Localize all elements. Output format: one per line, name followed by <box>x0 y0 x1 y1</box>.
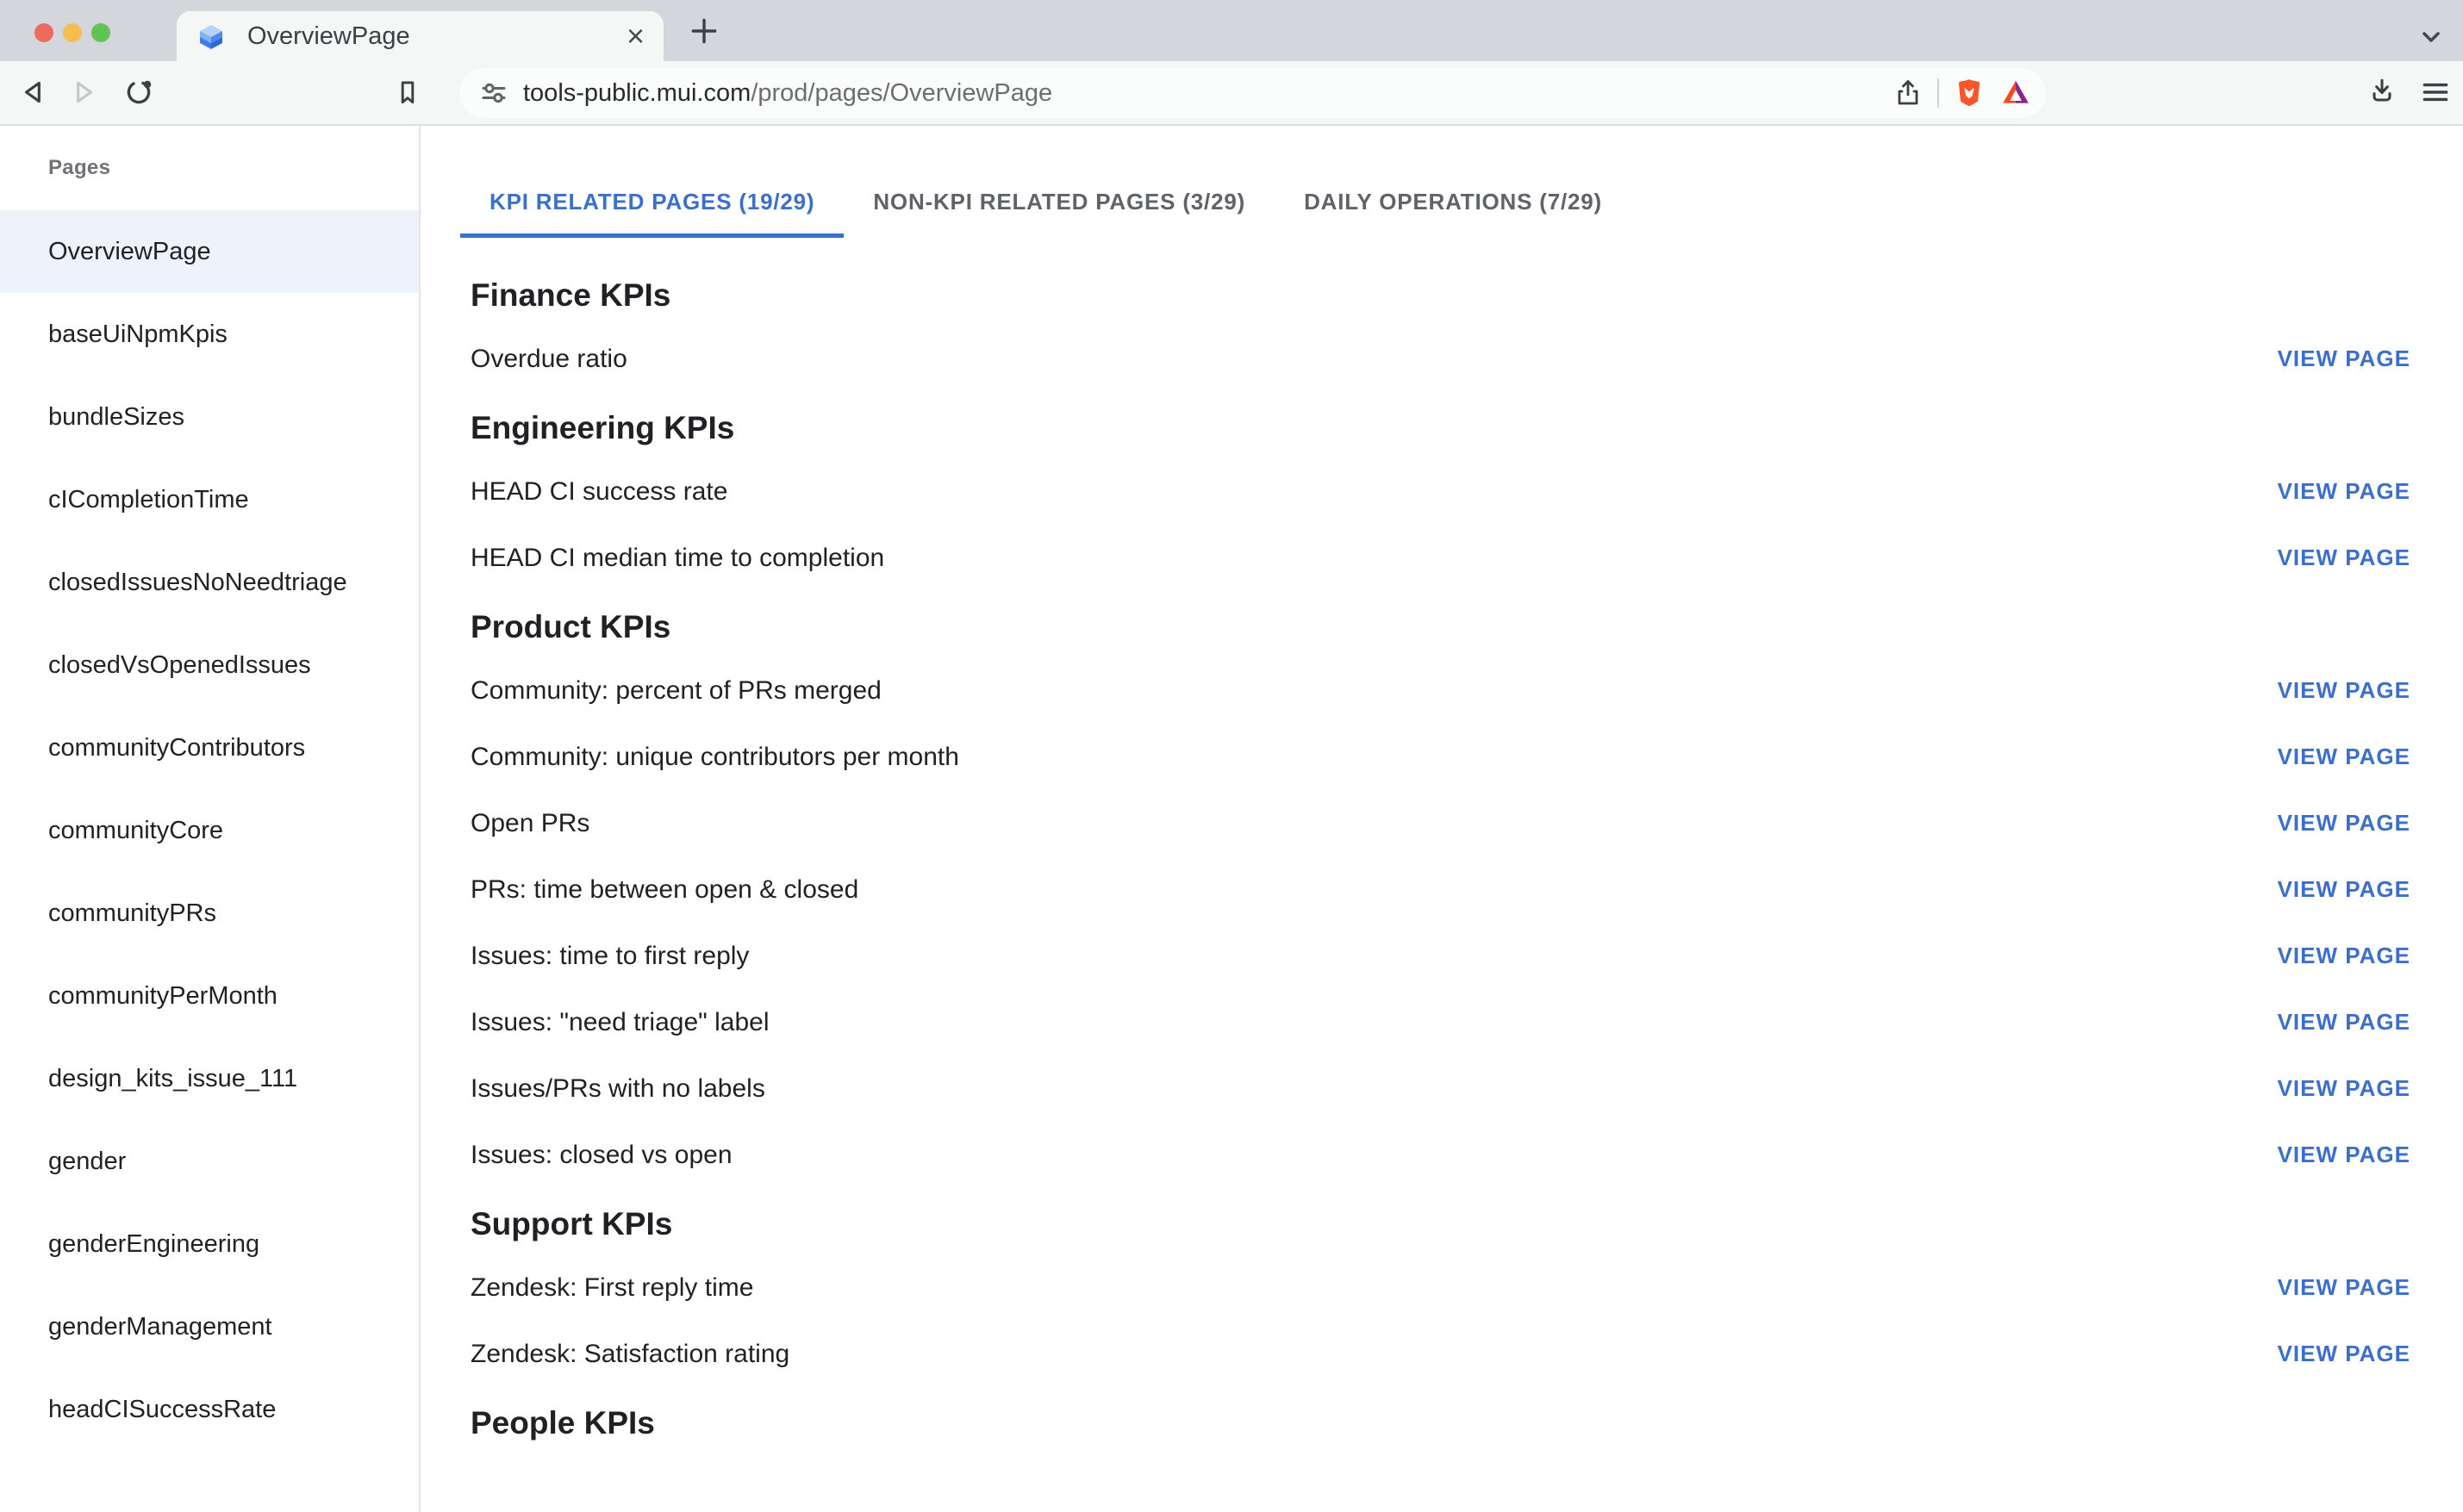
forward-icon[interactable] <box>67 76 100 109</box>
section-title-finance: Finance KPIs <box>471 277 671 313</box>
view-page-link[interactable]: VIEW PAGE <box>2277 1009 2410 1035</box>
kpi-row-label: Overdue ratio <box>471 344 627 373</box>
window-close-button[interactable] <box>34 23 53 42</box>
tab-daily-operations[interactable]: DAILY OPERATIONS (7/29) <box>1304 188 1602 215</box>
kpi-row <box>471 1122 2410 1188</box>
pages-sidebar <box>0 126 421 1512</box>
kpi-row <box>471 657 2410 724</box>
sidebar-item-gendermanagement[interactable]: genderManagement <box>48 1312 272 1341</box>
browser-tab-strip <box>0 0 2463 61</box>
mui-favicon <box>194 19 228 53</box>
kpi-row-label: Issues/PRs with no labels <box>471 1073 765 1103</box>
view-page-link[interactable]: VIEW PAGE <box>2277 744 2410 769</box>
reload-icon[interactable] <box>122 76 155 109</box>
section-title-product: Product KPIs <box>471 609 671 644</box>
view-page-link[interactable]: VIEW PAGE <box>2277 943 2410 968</box>
sidebar-item-headcisuccessrate[interactable]: headCISuccessRate <box>48 1395 277 1423</box>
back-icon[interactable] <box>17 76 50 109</box>
sidebar-item-overviewpage[interactable]: OverviewPage <box>0 210 419 293</box>
kpi-row-label: Zendesk: Satisfaction rating <box>471 1339 790 1368</box>
view-page-link[interactable]: VIEW PAGE <box>2277 1274 2410 1300</box>
url-bar[interactable] <box>459 68 2046 118</box>
sidebar-item-bundlesizes[interactable]: bundleSizes <box>48 402 184 431</box>
kpi-row-label: Issues: "need triage" label <box>471 1007 770 1036</box>
kpi-row <box>471 856 2410 923</box>
new-tab-button[interactable] <box>688 15 720 47</box>
kpi-row <box>471 326 2410 392</box>
kpi-row <box>471 525 2410 591</box>
kpi-row <box>471 458 2410 525</box>
kpi-row <box>471 923 2410 989</box>
window-zoom-button[interactable] <box>91 23 110 42</box>
sidebar-header: Pages <box>48 156 111 179</box>
browser-toolbar <box>0 61 2463 126</box>
view-page-link[interactable]: VIEW PAGE <box>2277 876 2410 902</box>
kpi-row <box>471 989 2410 1055</box>
view-page-link[interactable]: VIEW PAGE <box>2277 345 2410 371</box>
url-host: tools-public.mui.com <box>523 78 751 107</box>
download-icon[interactable] <box>2366 75 2398 108</box>
section-title-people: People KPIs <box>471 1405 655 1440</box>
brave-rewards-bat-icon[interactable] <box>1999 77 2032 109</box>
view-page-link[interactable]: VIEW PAGE <box>2277 810 2410 836</box>
tab-kpi-related-pages[interactable]: KPI RELATED PAGES (19/29) <box>460 165 844 238</box>
category-tabs <box>460 165 2410 238</box>
sidebar-item-design-kits-issue-111[interactable]: design_kits_issue_111 <box>48 1064 298 1092</box>
page-content <box>0 126 2463 1512</box>
window-minimize-button[interactable] <box>63 23 82 42</box>
section-title-support: Support KPIs <box>471 1206 673 1241</box>
tab-close-icon[interactable]: × <box>626 18 645 53</box>
tab-search-chevron-icon[interactable] <box>2416 22 2447 53</box>
kpi-row-label: Open PRs <box>471 808 590 837</box>
kpi-row <box>471 1254 2410 1321</box>
sidebar-item-communityprs[interactable]: communityPRs <box>48 899 216 927</box>
kpi-row-label: HEAD CI median time to completion <box>471 543 885 572</box>
view-page-link[interactable]: VIEW PAGE <box>2277 677 2410 703</box>
kpi-row-label: HEAD CI success rate <box>471 476 728 506</box>
view-page-link[interactable]: VIEW PAGE <box>2277 1075 2410 1101</box>
kpi-row <box>471 724 2410 790</box>
url-path: /prod/pages/OverviewPage <box>751 78 1053 107</box>
window-controls <box>34 23 110 42</box>
sidebar-item-communitypermonth[interactable]: communityPerMonth <box>48 981 277 1010</box>
section-title-engineering: Engineering KPIs <box>471 410 735 445</box>
sidebar-item-gender[interactable]: gender <box>48 1147 127 1175</box>
toolbar-separator <box>1937 78 1939 108</box>
view-page-link[interactable]: VIEW PAGE <box>2277 544 2410 570</box>
sidebar-item-cicompletiontime[interactable]: cICompletionTime <box>48 485 249 513</box>
menu-hamburger-icon[interactable] <box>2419 76 2452 109</box>
kpi-row-label: Community: percent of PRs merged <box>471 675 882 705</box>
tab-title: OverviewPage <box>247 22 410 50</box>
kpi-row-label: Community: unique contributors per month <box>471 742 959 771</box>
sidebar-item-communitycontributors[interactable]: communityContributors <box>48 733 306 762</box>
share-icon[interactable] <box>1892 78 1924 109</box>
sidebar-item-genderengineering[interactable]: genderEngineering <box>48 1229 260 1258</box>
kpi-row <box>471 790 2410 856</box>
kpi-row-label: Zendesk: First reply time <box>471 1272 754 1302</box>
kpi-row <box>471 1055 2410 1122</box>
tab-non-kpi-related-pages[interactable]: NON-KPI RELATED PAGES (3/29) <box>873 188 1246 215</box>
kpi-row-label: Issues: time to first reply <box>471 941 750 970</box>
view-page-link[interactable]: VIEW PAGE <box>2277 478 2410 504</box>
sidebar-item-closedissuesnoneedtriage[interactable]: closedIssuesNoNeedtriage <box>48 568 347 596</box>
kpi-row-label: PRs: time between open & closed <box>471 874 859 904</box>
site-settings-tune-icon[interactable] <box>478 78 509 109</box>
sidebar-item-baseuinpmkpis[interactable]: baseUiNpmKpis <box>48 320 228 348</box>
kpi-list <box>471 259 2410 1453</box>
kpi-row <box>471 1321 2410 1387</box>
url-text <box>523 79 1892 108</box>
bookmark-icon[interactable] <box>391 76 424 109</box>
main-panel <box>421 126 2463 1512</box>
sidebar-item-closedvsopenedissues[interactable]: closedVsOpenedIssues <box>48 650 311 679</box>
kpi-row-label: Issues: closed vs open <box>471 1140 733 1169</box>
brave-shields-icon[interactable] <box>1953 77 1986 109</box>
sidebar-item-communitycore[interactable]: communityCore <box>48 816 224 844</box>
view-page-link[interactable]: VIEW PAGE <box>2277 1142 2410 1167</box>
browser-tab[interactable] <box>177 11 664 61</box>
view-page-link[interactable]: VIEW PAGE <box>2277 1341 2410 1366</box>
